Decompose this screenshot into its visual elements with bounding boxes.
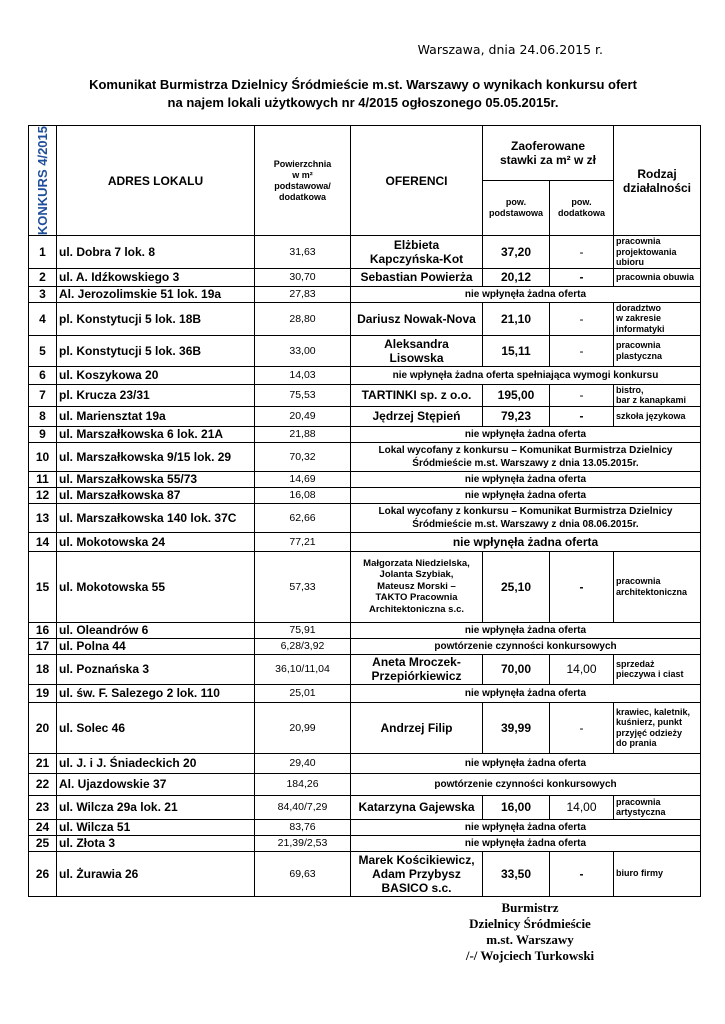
area-cell: 25,01 xyxy=(255,684,351,702)
offerer-cell: Sebastian Powierża xyxy=(351,268,483,286)
offerer-cell: Elżbieta Kapczyńska-Kot xyxy=(351,236,483,269)
status-cell: nie wpłynęła żadna oferta xyxy=(351,487,701,503)
area-cell: 75,91 xyxy=(255,622,351,638)
status-cell: nie wpłynęła żadna oferta xyxy=(351,426,701,442)
offerer-cell: TARTINKI sp. z o.o. xyxy=(351,384,483,406)
row-number: 26 xyxy=(29,851,57,896)
activity-cell: szkoła językowa xyxy=(614,406,701,426)
table-row xyxy=(29,302,701,335)
row-number: 13 xyxy=(29,503,57,532)
rate-basic-cell: 20,12 xyxy=(483,268,550,286)
area-cell: 33,00 xyxy=(255,335,351,366)
row-number: 16 xyxy=(29,622,57,638)
table-row xyxy=(29,702,701,753)
address-cell: ul. św. F. Salezego 2 lok. 110 xyxy=(57,684,255,702)
offerer-cell: Dariusz Nowak-Nova xyxy=(351,302,483,335)
area-cell: 69,63 xyxy=(255,851,351,896)
area-cell: 57,33 xyxy=(255,551,351,622)
rate-basic-cell: 25,10 xyxy=(483,551,550,622)
status-cell: powtórzenie czynności konkursowych xyxy=(351,638,701,654)
rate-basic-cell: 33,50 xyxy=(483,851,550,896)
address-cell: ul. J. i J. Śniadeckich 20 xyxy=(57,753,255,773)
rate-extra-cell: 14,00 xyxy=(550,795,614,819)
address-header: ADRES LOKALU xyxy=(57,126,255,236)
rate-extra-cell: - xyxy=(550,406,614,426)
rate-basic-header: pow. podstawowa xyxy=(483,181,550,236)
document-date: Warszawa, dnia 24.06.2015 r. xyxy=(417,42,603,57)
row-number: 4 xyxy=(29,302,57,335)
activity-cell: pracownia architektoniczna xyxy=(614,551,701,622)
table-row xyxy=(29,426,701,442)
table-row xyxy=(29,684,701,702)
signature-line: Burmistrz xyxy=(501,900,559,915)
rate-extra-cell: - xyxy=(550,268,614,286)
offerers-header: OFERENCI xyxy=(351,126,483,236)
address-cell: ul. Marszałkowska 140 lok. 37C xyxy=(57,503,255,532)
table-row xyxy=(29,532,701,551)
address-cell: ul. Oleandrów 6 xyxy=(57,622,255,638)
row-number: 12 xyxy=(29,487,57,503)
table-row xyxy=(29,268,701,286)
area-cell: 20,99 xyxy=(255,702,351,753)
status-cell: nie wpłynęła żadna oferta xyxy=(351,835,701,851)
rate-extra-cell: - xyxy=(550,702,614,753)
rate-basic-cell: 195,00 xyxy=(483,384,550,406)
area-cell: 31,63 xyxy=(255,236,351,269)
table-row xyxy=(29,384,701,406)
table-row xyxy=(29,835,701,851)
header-row xyxy=(29,126,701,181)
rate-extra-cell: - xyxy=(550,851,614,896)
table-row xyxy=(29,622,701,638)
row-number: 2 xyxy=(29,268,57,286)
address-cell: ul. Wilcza 51 xyxy=(57,819,255,835)
rate-extra-cell: - xyxy=(550,335,614,366)
activity-cell: pracownia obuwia xyxy=(614,268,701,286)
row-number: 5 xyxy=(29,335,57,366)
area-cell: 83,76 xyxy=(255,819,351,835)
status-cell: nie wpłynęła żadna oferta xyxy=(351,753,701,773)
address-cell: ul. Dobra 7 lok. 8 xyxy=(57,236,255,269)
address-cell: pl. Konstytucji 5 lok. 36B xyxy=(57,335,255,366)
address-cell: ul. Wilcza 29a lok. 21 xyxy=(57,795,255,819)
status-cell: nie wpłynęła żadna oferta xyxy=(351,819,701,835)
row-number: 19 xyxy=(29,684,57,702)
area-cell: 27,83 xyxy=(255,286,351,302)
row-number: 1 xyxy=(29,236,57,269)
rates-header: Zaoferowane stawki za m² w zł xyxy=(483,126,614,181)
offerer-cell: Marek Kościkiewicz, Adam Przybysz BASICO s.c. xyxy=(351,851,483,896)
activity-cell: sprzedaż pieczywa i ciast xyxy=(614,654,701,684)
area-cell: 16,08 xyxy=(255,487,351,503)
area-cell: 36,10/11,04 xyxy=(255,654,351,684)
rate-basic-cell: 39,99 xyxy=(483,702,550,753)
row-number: 20 xyxy=(29,702,57,753)
address-cell: ul. Złota 3 xyxy=(57,835,255,851)
row-number: 17 xyxy=(29,638,57,654)
rate-basic-cell: 79,23 xyxy=(483,406,550,426)
activity-cell: biuro firmy xyxy=(614,851,701,896)
offerer-cell: Aneta Mroczek- Przepiórkiewicz xyxy=(351,654,483,684)
address-cell: ul. Mokotowska 55 xyxy=(57,551,255,622)
address-cell: ul. Żurawia 26 xyxy=(57,851,255,896)
table-row xyxy=(29,819,701,835)
table-row xyxy=(29,366,701,384)
row-number: 21 xyxy=(29,753,57,773)
activity-cell: pracownia artystyczna xyxy=(614,795,701,819)
table-row xyxy=(29,471,701,487)
results-table xyxy=(28,125,701,897)
area-cell: 6,28/3,92 xyxy=(255,638,351,654)
activity-cell: pracownia projektowania ubioru xyxy=(614,236,701,269)
rate-extra-cell: - xyxy=(550,236,614,269)
rate-extra-cell: - xyxy=(550,302,614,335)
address-cell: ul. Polna 44 xyxy=(57,638,255,654)
address-cell: pl. Konstytucji 5 lok. 18B xyxy=(57,302,255,335)
table-row xyxy=(29,753,701,773)
area-cell: 28,80 xyxy=(255,302,351,335)
status-cell: nie wpłynęła żadna oferta spełniająca wymogi konkursu xyxy=(351,366,701,384)
area-cell: 30,70 xyxy=(255,268,351,286)
table-row xyxy=(29,406,701,426)
table-row xyxy=(29,286,701,302)
table-row xyxy=(29,773,701,795)
table-row xyxy=(29,551,701,622)
signature-line: /-/ Wojciech Turkowski xyxy=(465,948,595,963)
address-cell: ul. Poznańska 3 xyxy=(57,654,255,684)
address-cell: ul. Marszałkowska 55/73 xyxy=(57,471,255,487)
offerer-cell: Andrzej Filip xyxy=(351,702,483,753)
area-cell: 77,21 xyxy=(255,532,351,551)
row-number: 11 xyxy=(29,471,57,487)
rate-extra-cell: - xyxy=(550,551,614,622)
area-cell: 70,32 xyxy=(255,442,351,471)
offerer-cell: Małgorzata Niedzielska, Jolanta Szybiak, Mateusz Morski – TAKTO Pracownia Architektoniczna s.c. xyxy=(351,551,483,622)
row-number: 14 xyxy=(29,532,57,551)
table-row xyxy=(29,236,701,269)
rate-basic-cell: 21,10 xyxy=(483,302,550,335)
table-row xyxy=(29,487,701,503)
row-number: 9 xyxy=(29,426,57,442)
address-cell: ul. A. Idźkowskiego 3 xyxy=(57,268,255,286)
rate-basic-cell: 70,00 xyxy=(483,654,550,684)
rate-extra-cell: 14,00 xyxy=(550,654,614,684)
title-line-1: Komunikat Burmistrza Dzielnicy Śródmieście m.st. Warszawy o wynikach konkursu ofert xyxy=(89,77,637,92)
signature-line: m.st. Warszawy xyxy=(486,932,574,947)
activity-cell: doradztwo w zakresie informatyki xyxy=(614,302,701,335)
rate-extra-header: pow. dodatkowa xyxy=(550,181,614,236)
table-row xyxy=(29,335,701,366)
row-number: 15 xyxy=(29,551,57,622)
rate-basic-cell: 15,11 xyxy=(483,335,550,366)
table-row xyxy=(29,795,701,819)
area-cell: 184,26 xyxy=(255,773,351,795)
area-cell: 21,88 xyxy=(255,426,351,442)
activity-header: Rodzaj działalności xyxy=(614,126,701,236)
status-cell: nie wpłynęła żadna oferta xyxy=(351,532,701,551)
table-row xyxy=(29,851,701,896)
area-cell: 14,69 xyxy=(255,471,351,487)
address-cell: pl. Krucza 23/31 xyxy=(57,384,255,406)
row-number: 24 xyxy=(29,819,57,835)
area-cell: 29,40 xyxy=(255,753,351,773)
offerer-cell: Jędrzej Stępień xyxy=(351,406,483,426)
address-cell: ul. Marszałkowska 6 lok. 21A xyxy=(57,426,255,442)
row-number: 10 xyxy=(29,442,57,471)
document-title xyxy=(28,76,698,112)
activity-cell: krawiec, kaletnik, kuśnierz, punkt przyjęć odzieży do prania xyxy=(614,702,701,753)
row-number: 6 xyxy=(29,366,57,384)
address-cell: ul. Marszałkowska 9/15 lok. 29 xyxy=(57,442,255,471)
area-header: Powierzchnia w m² podstawowa/ dodatkowa xyxy=(255,126,351,236)
row-number: 23 xyxy=(29,795,57,819)
address-cell: ul. Marszałkowska 87 xyxy=(57,487,255,503)
area-cell: 14,03 xyxy=(255,366,351,384)
row-number: 3 xyxy=(29,286,57,302)
table-row xyxy=(29,503,701,532)
area-cell: 62,66 xyxy=(255,503,351,532)
signature-block xyxy=(455,900,605,964)
offerer-cell: Aleksandra Lisowska xyxy=(351,335,483,366)
title-line-2: na najem lokali użytkowych nr 4/2015 ogłoszonego 05.05.2015r. xyxy=(167,95,559,110)
status-cell: Lokal wycofany z konkursu – Komunikat Burmistrza Dzielnicy Śródmieście m.st. Warszawy z dnia 13.05.2015r. xyxy=(351,442,701,471)
row-number: 22 xyxy=(29,773,57,795)
konkurs-header: KONKURS 4/2015 xyxy=(29,126,57,236)
row-number: 7 xyxy=(29,384,57,406)
status-cell: nie wpłynęła żadna oferta xyxy=(351,471,701,487)
activity-cell: pracownia plastyczna xyxy=(614,335,701,366)
offerer-cell: Katarzyna Gajewska xyxy=(351,795,483,819)
address-cell: ul. Mokotowska 24 xyxy=(57,532,255,551)
row-number: 8 xyxy=(29,406,57,426)
address-cell: ul. Solec 46 xyxy=(57,702,255,753)
row-number: 18 xyxy=(29,654,57,684)
status-cell: Lokal wycofany z konkursu – Komunikat Burmistrza Dzielnicy Śródmieście m.st. Warszawy z dnia 08.06.2015r. xyxy=(351,503,701,532)
table-row xyxy=(29,654,701,684)
table-row xyxy=(29,442,701,471)
row-number: 25 xyxy=(29,835,57,851)
rate-basic-cell: 16,00 xyxy=(483,795,550,819)
rate-basic-cell: 37,20 xyxy=(483,236,550,269)
area-cell: 75,53 xyxy=(255,384,351,406)
address-cell: Al. Ujazdowskie 37 xyxy=(57,773,255,795)
area-cell: 84,40/7,29 xyxy=(255,795,351,819)
status-cell: powtórzenie czynności konkursowych xyxy=(351,773,701,795)
status-cell: nie wpłynęła żadna oferta xyxy=(351,684,701,702)
signature-line: Dzielnicy Śródmieście xyxy=(469,916,591,931)
status-cell: nie wpłynęła żadna oferta xyxy=(351,622,701,638)
rate-extra-cell: - xyxy=(550,384,614,406)
area-cell: 21,39/2,53 xyxy=(255,835,351,851)
status-cell: nie wpłynęła żadna oferta xyxy=(351,286,701,302)
address-cell: Al. Jerozolimskie 51 lok. 19a xyxy=(57,286,255,302)
area-cell: 20,49 xyxy=(255,406,351,426)
table-row xyxy=(29,638,701,654)
address-cell: ul. Mariensztat 19a xyxy=(57,406,255,426)
address-cell: ul. Koszykowa 20 xyxy=(57,366,255,384)
activity-cell: bistro, bar z kanapkami xyxy=(614,384,701,406)
